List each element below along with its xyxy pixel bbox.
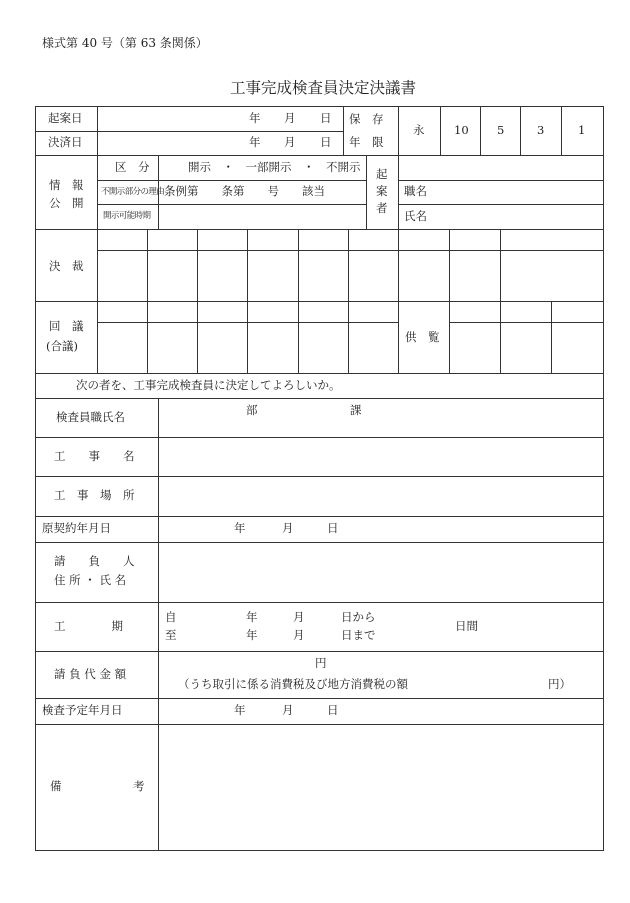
kouki-days: 日間 (455, 619, 478, 633)
gen-keiyaku-month: 月 (282, 521, 294, 535)
kouki-from-month: 月 (293, 610, 305, 624)
kensa-yotei-year: 年 (234, 703, 246, 717)
ukeoi-label-2: 住 所 ・ 氏 名 (54, 573, 127, 587)
kouki-to-month: 月 (293, 628, 305, 642)
kaigi-label-1: 回 議 (49, 319, 84, 333)
retention-3: 3 (537, 123, 545, 137)
kaiji-kanou-label: 開示可能時期 (103, 211, 151, 221)
kouki-label: 工 期 (54, 619, 123, 633)
hozon-label-2: 年 限 (349, 135, 384, 149)
hozon-label-1: 保 存 (349, 112, 384, 126)
disclosure-label-2: 公 開 (49, 196, 84, 210)
decision-statement: 次の者を、工事完成検査員に決定してよろしいか。 (76, 378, 341, 392)
shokumei-label: 職名 (404, 184, 427, 198)
kouki-from-suffix: 日から (341, 610, 376, 624)
retention-permanent: 永 (413, 123, 425, 137)
gen-keiyaku-year: 年 (234, 521, 246, 535)
kouki-to: 至 (165, 628, 177, 642)
kouki-from-year: 年 (246, 610, 258, 624)
retention-10: 10 (454, 123, 469, 137)
form-number: 様式第 40 号（第 63 条関係） (42, 36, 208, 50)
hikaiji-reason-label: 不開示部分の理由 (101, 187, 165, 197)
kouki-to-year: 年 (246, 628, 258, 642)
bikou-label-2: 考 (133, 779, 145, 793)
gen-keiyaku-day: 日 (327, 521, 339, 535)
hikaiji-reason-value: 条例第 条第 号 該当 (164, 184, 325, 198)
shimei-label: 氏名 (404, 209, 427, 223)
kouji-basho-label: 工 事 場 所 (54, 488, 135, 502)
page-title: 工事完成検査員決定決議書 (230, 79, 417, 97)
kouji-mei-label: 工 事 名 (54, 449, 135, 463)
kian-day: 日 (320, 111, 332, 125)
kubun-label: 区 分 (115, 160, 150, 174)
bikou-label-1: 備 (50, 779, 62, 793)
kensain-label: 検査員職氏名 (56, 410, 125, 424)
kessai-month: 月 (284, 135, 296, 149)
kiansha-label-1: 起 (376, 167, 388, 181)
tax-note: （うち取引に係る消費税及び地方消費税の額 (178, 677, 408, 691)
kessai-year: 年 (249, 135, 261, 149)
ka-label: 課 (350, 403, 362, 417)
daikin-yen: 円 (315, 656, 327, 670)
daikin-label: 請 負 代 金 額 (54, 667, 127, 681)
kensa-yotei-day: 日 (327, 703, 339, 717)
kessai-day: 日 (320, 135, 332, 149)
kouki-from: 自 (165, 610, 177, 624)
kensa-yotei-label: 検査予定年月日 (42, 703, 123, 717)
kessai-date-label: 決済日 (48, 135, 83, 149)
disclosure-label-1: 情 報 (49, 178, 84, 192)
ukeoi-label-1: 請 負 人 (54, 554, 135, 568)
gen-keiyaku-label: 原契約年月日 (42, 521, 111, 535)
bu-label: 部 (246, 403, 258, 417)
kyoran-label: 供 覧 (405, 330, 440, 344)
kian-date-label: 起案日 (48, 111, 83, 125)
kouki-to-suffix: 日まで (341, 628, 376, 642)
kian-month: 月 (284, 111, 296, 125)
kubun-value: 開示 ・ 一部開示 ・ 不開示 (188, 160, 361, 174)
kian-year: 年 (249, 111, 261, 125)
tax-yen: 円） (548, 677, 571, 691)
kessai-label: 決 裁 (49, 259, 84, 273)
kiansha-label-2: 案 (376, 184, 388, 198)
kaigi-label-2: (合議) (46, 339, 78, 353)
retention-1: 1 (578, 123, 586, 137)
kensa-yotei-month: 月 (282, 703, 294, 717)
retention-5: 5 (497, 123, 505, 137)
kiansha-label-3: 者 (376, 201, 388, 215)
